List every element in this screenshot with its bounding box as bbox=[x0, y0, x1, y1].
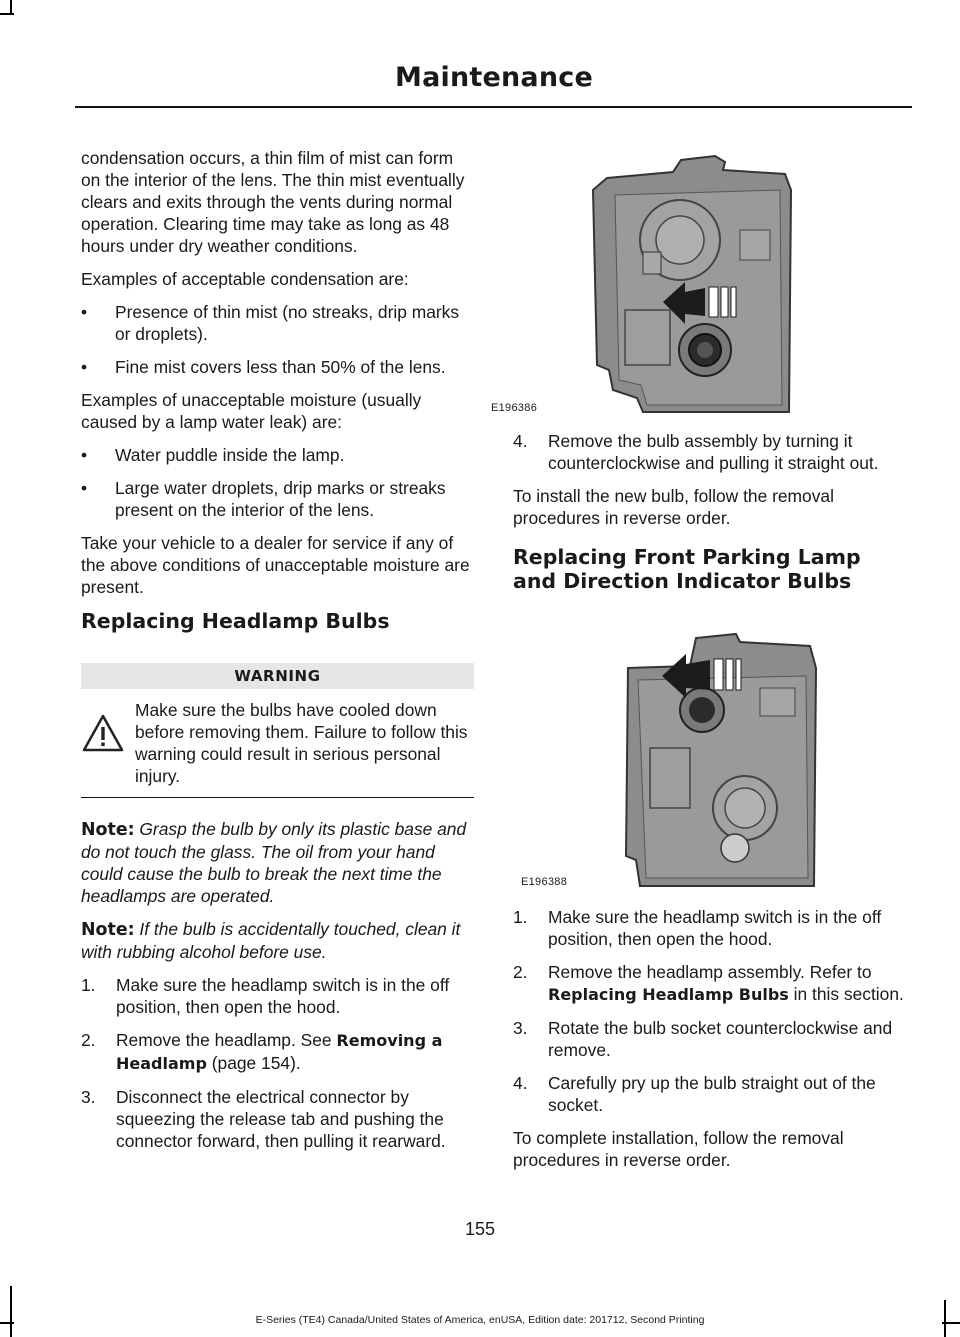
header-rule bbox=[75, 106, 912, 108]
step-item: 1. Make sure the headlamp switch is in the off position, then open the hood. bbox=[81, 975, 450, 1017]
section-heading: Replacing Headlamp Bulbs bbox=[81, 609, 390, 633]
list-item: • Fine mist covers less than 50% of the lens. bbox=[81, 357, 446, 377]
install-paragraph: To install the new bulb, follow the removal procedures in reverse order. bbox=[513, 486, 834, 528]
cross-reference: Replacing Headlamp Bulbs bbox=[548, 985, 789, 1004]
page-title: Maintenance bbox=[395, 62, 593, 93]
unacceptable-intro: Examples of unacceptable moisture (usually caused by a lamp water leak) are: bbox=[81, 390, 422, 432]
warning-text: Make sure the bulbs have cooled down before removing them. Failure to follow this warning could result in serious personal injury. bbox=[135, 700, 468, 786]
step-item: 3. Rotate the bulb socket counterclockwise and remove. bbox=[513, 1018, 893, 1060]
warning-box bbox=[81, 699, 474, 798]
dealer-paragraph: Take your vehicle to a dealer for service if any of the above conditions of unacceptable moisture are present. bbox=[81, 533, 470, 597]
parking-lamp-bulb-figure bbox=[620, 628, 820, 890]
list-item: • Large water droplets, drip marks or streaks present on the interior of the lens. bbox=[81, 478, 446, 520]
headlamp-bulb-figure bbox=[585, 150, 800, 415]
step-item: 2. Remove the headlamp assembly. Refer to Replacing Headlamp Bulbs in this section. bbox=[513, 962, 904, 1004]
footer: E-Series (TE4) Canada/United States of America, enUSA, Edition date: 201712, Second Printing bbox=[255, 1314, 705, 1326]
condensation-paragraph: condensation occurs, a thin film of mist can form on the interior of the lens. The thin mist eventually clears and exits through the vents during normal operation. Clearing time may take as long as 48 hours under dry weather conditions. bbox=[81, 148, 465, 256]
right-column-lower bbox=[513, 906, 909, 1182]
crop-mark bbox=[10, 1286, 12, 1337]
warning-triangle-icon bbox=[81, 713, 125, 753]
crop-mark bbox=[10, 0, 12, 14]
list-item: • Water puddle inside the lamp. bbox=[81, 445, 345, 465]
note: Note: If the bulb is accidentally touched, clean it with rubbing alcohol before use. bbox=[81, 919, 461, 962]
step-item: 1. Make sure the headlamp switch is in the off position, then open the hood. bbox=[513, 907, 882, 949]
page-number: 155 bbox=[464, 1219, 496, 1239]
crop-mark bbox=[0, 13, 14, 15]
step-item: 3. Disconnect the electrical connector by squeezing the release tab and pushing the connector forward, then pulling it rearward. bbox=[81, 1087, 446, 1151]
section-heading: Replacing Front Parking Lamp and Direction Indicator Bulbs bbox=[513, 545, 861, 593]
cross-reference: Removing a Headlamp bbox=[116, 1031, 443, 1073]
left-column bbox=[81, 147, 474, 1163]
right-column bbox=[513, 430, 909, 623]
step-item: 4. Remove the bulb assembly by turning it counterclockwise and pulling it straight out. bbox=[513, 431, 879, 473]
figure-code: E196388 bbox=[521, 876, 568, 888]
list-item: • Presence of thin mist (no streaks, drip marks or droplets). bbox=[81, 302, 460, 344]
complete-paragraph: To complete installation, follow the removal procedures in reverse order. bbox=[513, 1128, 844, 1170]
step-item: 2. Remove the headlamp. See Removing a Headlamp (page 154). bbox=[81, 1030, 443, 1073]
figure-code: E196386 bbox=[491, 402, 538, 414]
acceptable-intro: Examples of acceptable condensation are: bbox=[81, 269, 409, 289]
warning-label: WARNING bbox=[81, 663, 474, 689]
step-item: 4. Carefully pry up the bulb straight out of the socket. bbox=[513, 1073, 876, 1115]
note: Note: Grasp the bulb by only its plastic base and do not touch the glass. The oil from your hand could cause the bulb to break the next time the headlamps are operated. bbox=[81, 819, 467, 906]
